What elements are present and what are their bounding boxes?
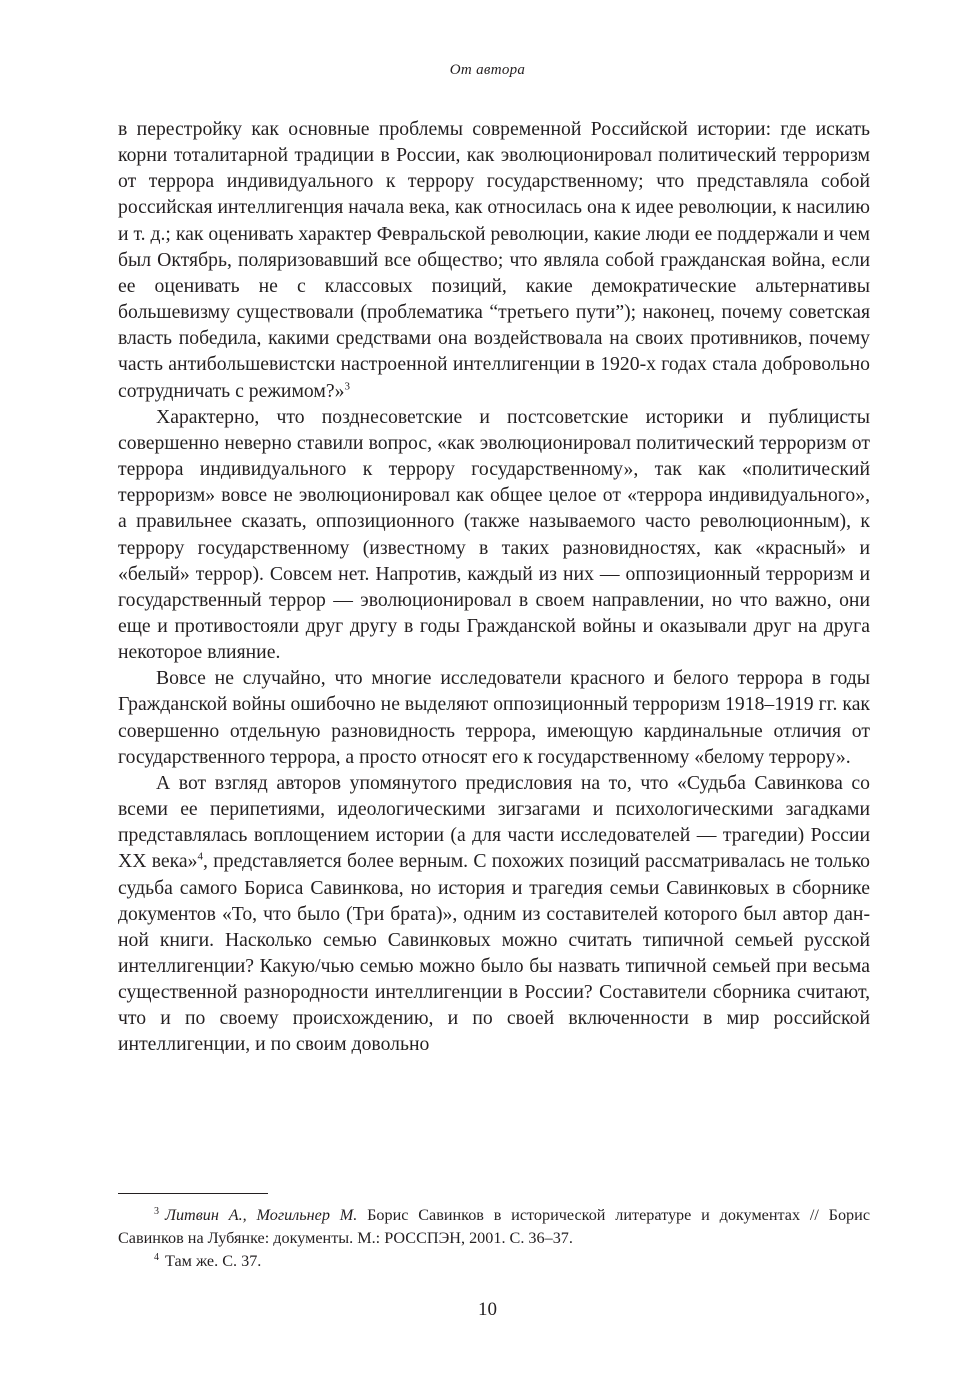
paragraph-1-text: в перестройку как основные проблемы современной Российской истории: где искать корни тоталитарной традиции в России, как эволюционировал политический терроризм от террора индивидуального к террору государственному; что представляла собой российская интеллигенция начала века, как относилась она к идее революции, к насилию и т. д.; как оценивать характер Февральской революции, какие люди ее поддержали и чем был Октябрь, поляризовавший все общество; что являла собой гражданская война, если ее оценивать не с классовых позиций, какие демократические альтернативы большевизму существовали (проблематика “третьего пути”); наконец, почему советская власть победила, какими средствами она воздействовала на своих противников, почему часть антибольшевистски настроенной интеллигенции в 1920-х годах стала добровольно сотрудничать с режимом?»: [118, 118, 870, 402]
footnote-number: 3: [154, 1205, 159, 1217]
footnote-ref-4[interactable]: 4: [197, 850, 203, 863]
paragraph-1: [118, 116, 870, 404]
running-title: От автора: [449, 62, 526, 78]
paragraph-3: Вовсе не случайно, что многие исследователи красного и белого террора в годы Гражданской войны ошибочно не выделяют оппозиционный терроризм 1918–1919 гг. как совершенно отдельную разновидность террора, имеющую кардинальные отличия от государственного террора, а просто относят его к государственному «белому террору».: [118, 667, 870, 768]
footnote-citation: Борис Савинков в исторической литературе и документах // Борис Савинков на Лубянке: документы. М.: РОССПЭН, 2001. С. 36–37.: [118, 1206, 870, 1247]
body-text: [118, 116, 870, 1058]
footnote-number: 4: [154, 1251, 159, 1263]
footnote-ref-3[interactable]: 3: [344, 380, 350, 392]
paragraph-2: Характерно, что позднесоветские и постсоветские историки и публицисты совершенно неверно ставили вопрос, «как эволюционировал политический терроризм от террора индивидуального к террору государственному», так как «политический терроризм» вовсе не эволюционировал как общее целое от «террора индивидуального», а правильнее сказать, оппозиционного (также называемого часто революционным), к террору государственному (известному в таких разновидностях, как «красный» и «белый» террор). Совсем нет. Напротив, каждый из них — оппозиционный терроризм и государственный террор — эволюционировал в своем направлении, но что важно, они еще и противостояли друг другу в годы Гражданской войны и оказывали друг на друга некоторое влияние.: [118, 405, 870, 664]
footnote-4: [118, 1250, 870, 1273]
paragraph-4-text-start: А вот взгляд авторов упомянутого предисловия на то, что «Судьба Савинкова со всеми ее перипетиями, идеологическими зигзагами и психологическими загадками представлялась воплощением истории (а для части исследователей — трагедии) России XX века»: [118, 771, 870, 873]
footnote-3: [118, 1204, 870, 1250]
footnotes: [118, 1204, 870, 1273]
footnote-divider: [118, 1193, 268, 1194]
page-number: 10: [478, 1299, 497, 1320]
paragraph-4: [118, 770, 870, 1058]
footnote-citation: Там же. С. 37.: [165, 1252, 262, 1270]
footnote-authors: Литвин А., Могильнер М.: [165, 1206, 358, 1224]
paragraph-4-text-end: , представляется более верным. С похожих позиций рассматривалась не только судьба самого Бориса Савинкова, но история и трагедия семьи Савинковых в сборнике документов «То, что было (Три брата)», одним из составителей которого был автор данной книги. Насколько семью Савинковых можно считать типичной семьей русской интеллигенции? Какую/чью семью можно было бы назвать типичной семьей при весьма существенной разнородности интеллигенции в России? Составители сборника считают, что и по своему происхождению, и по своей включенности в мир российской интеллигенции, и по своим довольно: [118, 850, 871, 1056]
